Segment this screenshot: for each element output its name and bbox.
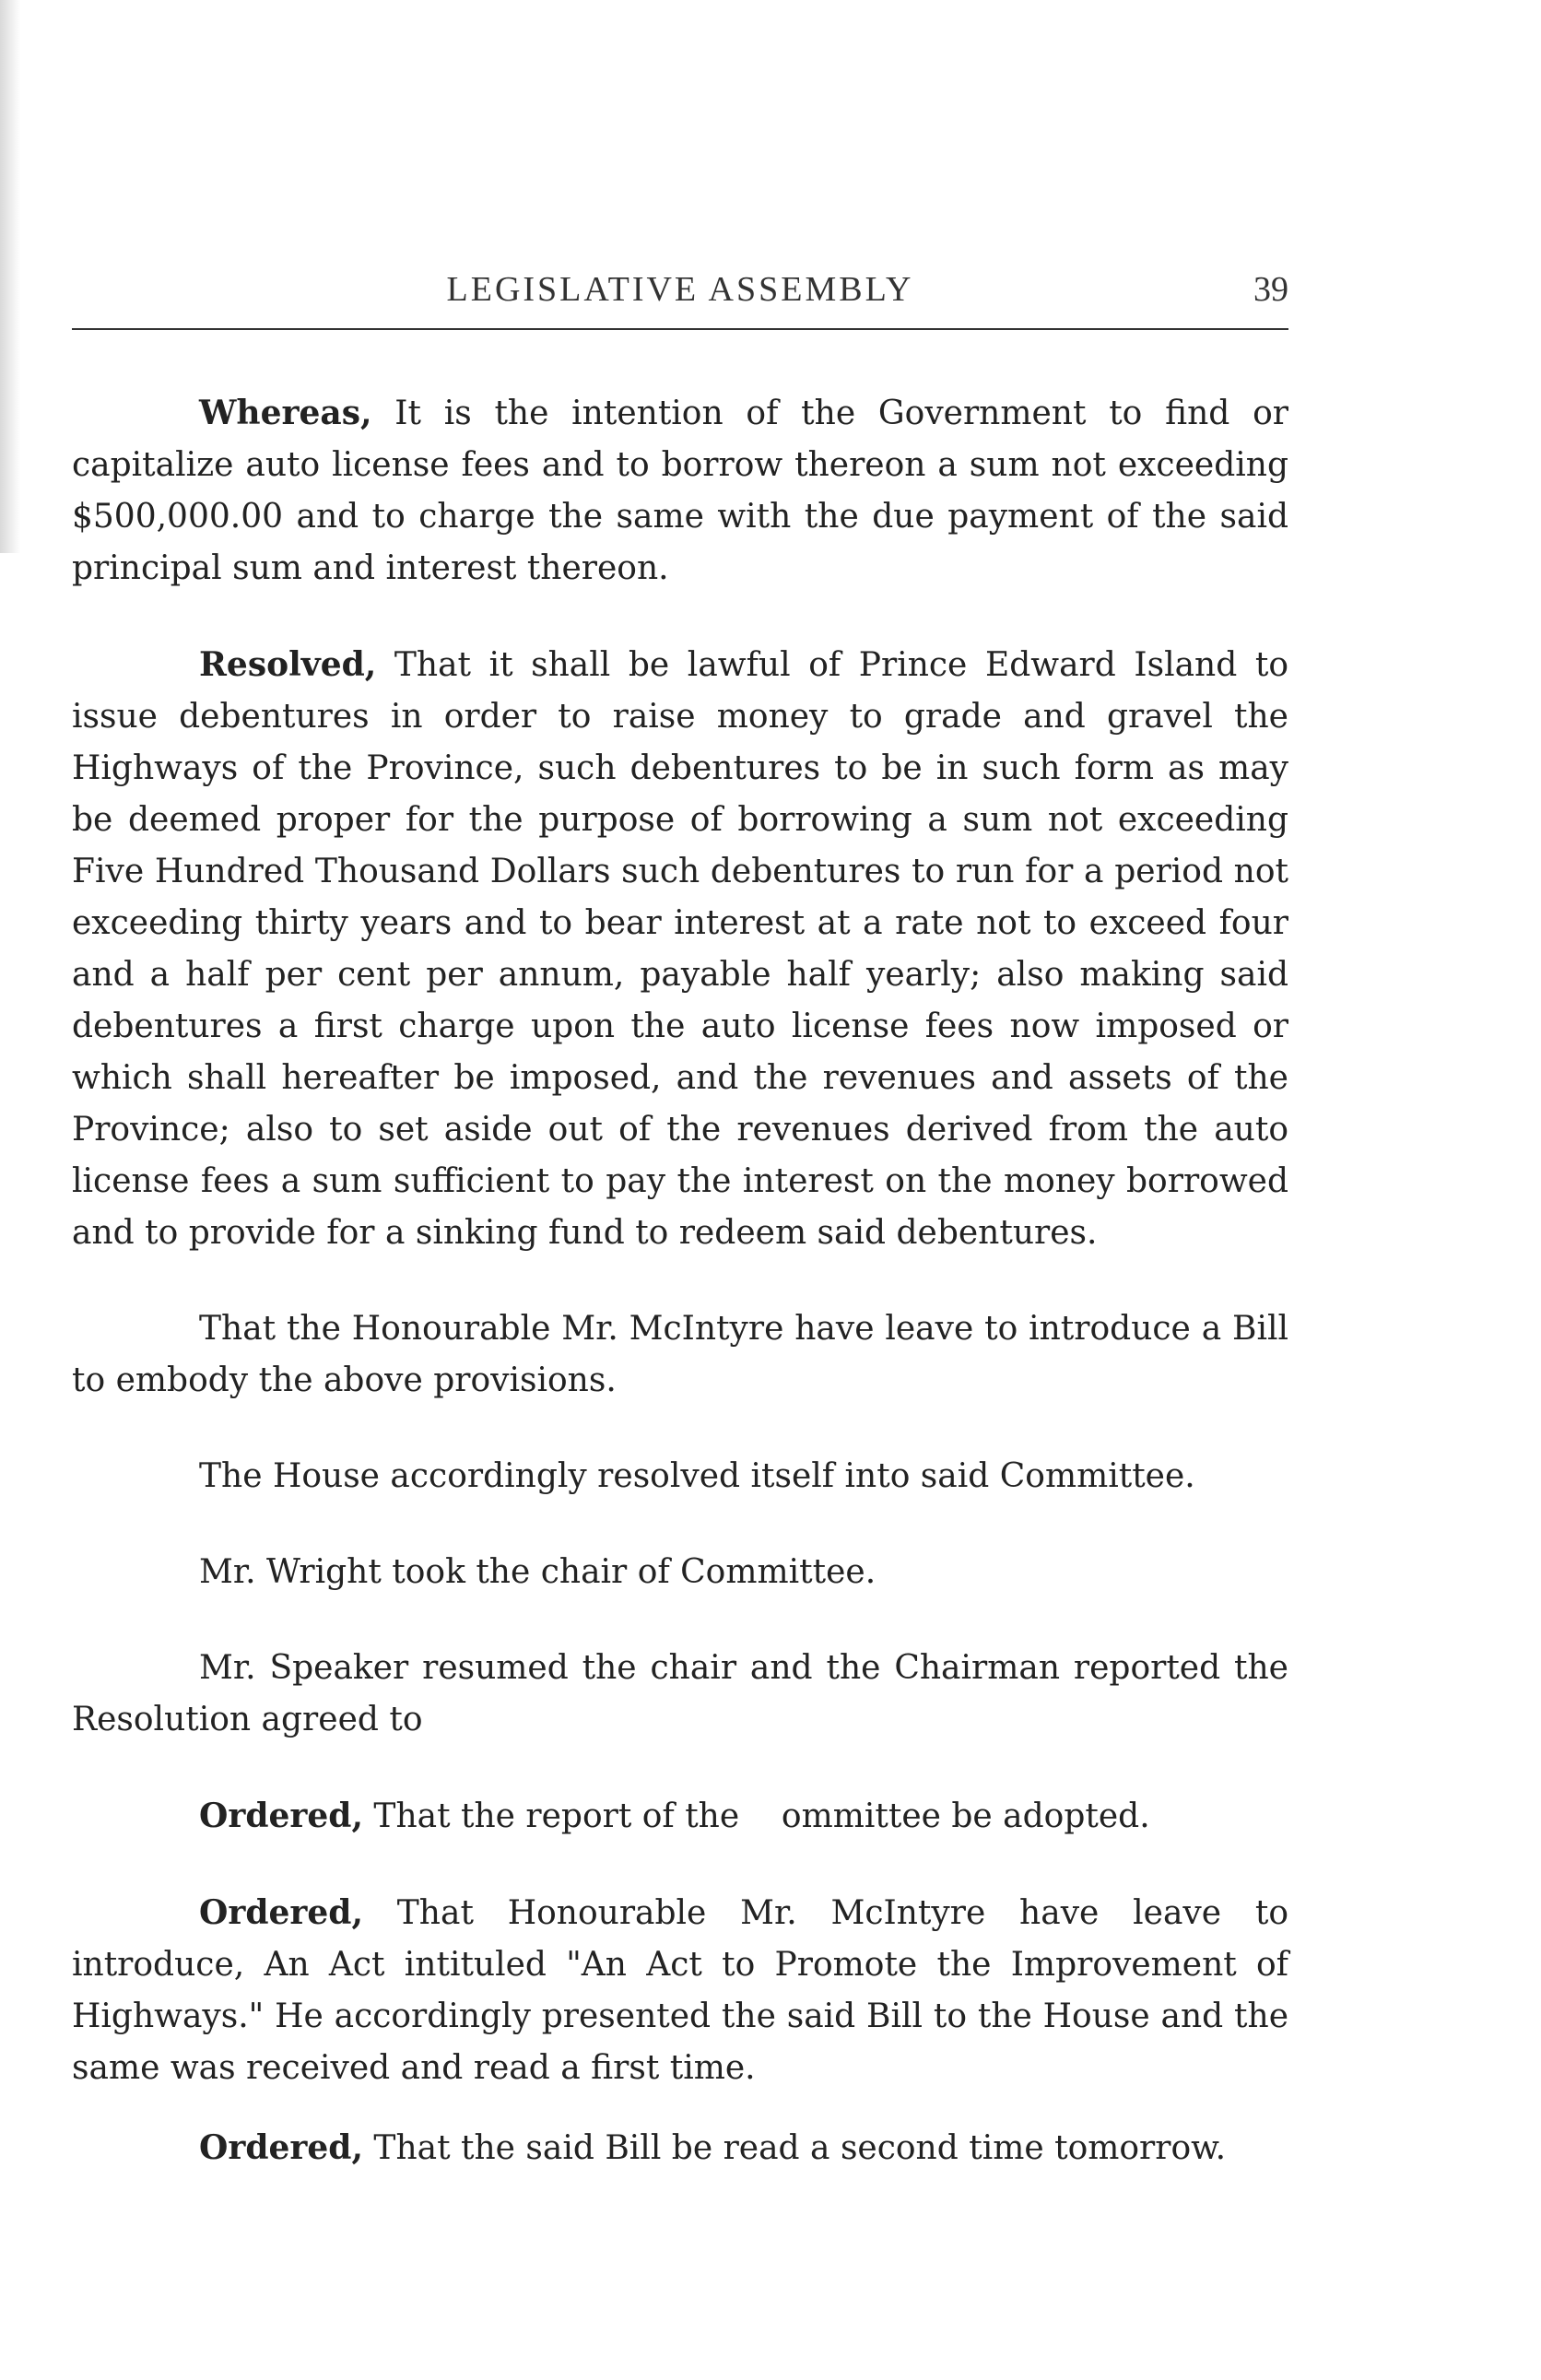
paragraph-lead: Resolved, xyxy=(199,645,377,684)
paragraph-text: That the Honourable Mr. McIntyre have leave to introduce a Bill to embody the above provisions. xyxy=(72,1310,1288,1399)
paragraph-text: That it shall be lawful of Prince Edward Island to issue debentures in order to raise money to grade and gravel the Highways of the Province, such debentures to be in such form as may be deemed proper for the purpose of borrowing a sum not exceeding Five Hundred Thousand Dollars such debentures to run for a period not exceeding thirty years and to bear interest at a rate not to exceed four and a half per cent per annum, payable half yearly; also making said debentures a first charge upon the auto license fees now imposed or which shall hereafter be imposed, and the revenues and assets of the Province; also to set aside out of the revenues derived from the auto license fees a sum sufficient to pay the interest on the money borrowed and to provide for a sinking fund to redeem said debentures. xyxy=(72,646,1288,1252)
running-title: LEGISLATIVE ASSEMBLY xyxy=(446,270,914,309)
paragraph-ordered-introduce-act xyxy=(72,1887,1288,2094)
page-number: 39 xyxy=(1253,270,1288,309)
paragraph-chair-of-committee xyxy=(72,1547,1288,1598)
paragraph-lead: Ordered, xyxy=(199,1797,363,1835)
header-rule xyxy=(72,328,1288,330)
paragraph-resolved xyxy=(72,639,1288,1259)
paragraph-text: That the report of the ommittee be adopted. xyxy=(362,1797,1150,1835)
paragraph-lead: Whereas, xyxy=(199,394,372,432)
paragraph-text: Mr. Speaker resumed the chair and the Chairman reported the Resolution agreed to xyxy=(72,1649,1288,1738)
scan-edge-shadow xyxy=(0,0,20,553)
paragraph-house-resolved xyxy=(72,1451,1288,1502)
page-header xyxy=(72,269,1288,323)
paragraph-whereas xyxy=(72,387,1288,595)
paragraph-text: Mr. Wright took the chair of Committee. xyxy=(199,1553,876,1591)
body-text xyxy=(72,387,1288,2219)
paragraph-ordered-report-adopted xyxy=(72,1790,1288,1843)
paragraph-text: The House accordingly resolved itself into said Committee. xyxy=(199,1457,1195,1495)
paragraph-text: That Honourable Mr. McIntyre have leave to introduce, An Act intituled "An Act to Promote the Improvement of Highways." He accordingly presented the said Bill to the House and the same was received and read a first time. xyxy=(72,1894,1288,2087)
paragraph-speaker-resumed xyxy=(72,1643,1288,1746)
paragraph-ordered-second-reading xyxy=(72,2122,1288,2174)
paragraph-leave-to-introduce xyxy=(72,1303,1288,1407)
paragraph-lead: Ordered, xyxy=(199,1893,363,1932)
paragraph-text: It is the intention of the Government to find or capitalize auto license fees and to borrow thereon a sum not exceeding $500,000.00 and to charge the same with the due payment of the said principal sum and interest thereon. xyxy=(72,395,1288,587)
paragraph-text: That the said Bill be read a second time tomorrow. xyxy=(362,2129,1227,2167)
paragraph-lead: Ordered, xyxy=(199,2128,363,2167)
